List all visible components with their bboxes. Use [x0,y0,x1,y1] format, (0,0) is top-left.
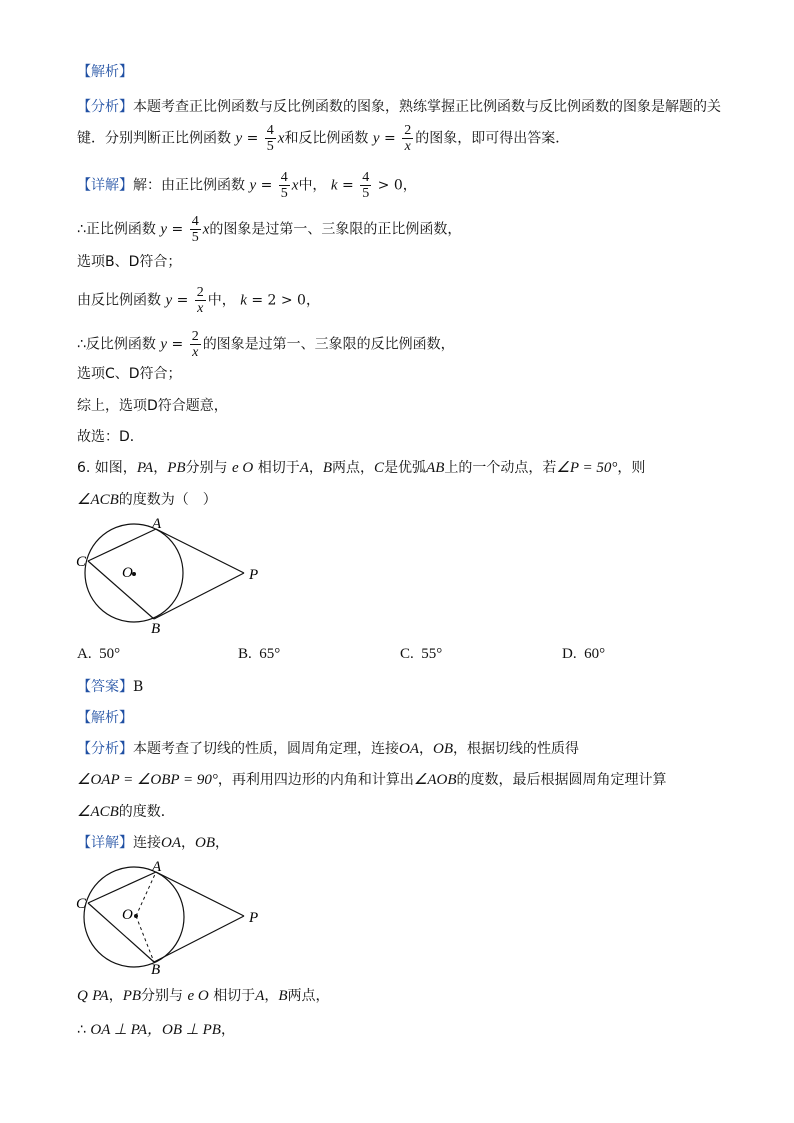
xiangjie-2-line: 【详解】连接OA，OB， [77,835,229,851]
fenxi-2-line-3: ∠ACB的度数． [77,804,175,820]
center-dot [134,914,138,918]
tangent-pb [154,916,244,962]
fraction-4-5: $\frac{4}{5}$ [362,170,370,201]
figure-2-circle-tangents-radii [72,858,272,978]
label-c: C [76,896,87,912]
label-o: O [122,907,133,923]
label-b: B [151,621,161,636]
line-cb [88,561,154,619]
radius-oa-dashed [136,872,156,916]
tangent-pb [154,573,244,619]
fraction-4-5: $\frac{4}{5}$ [266,123,274,154]
label-b: B [151,962,161,978]
line-10: 故选：D． [77,429,144,445]
because-line: Q PA，PB分别与 e O 相切于A，B两点， [77,988,330,1004]
line-cb [88,903,154,962]
line-4: ∴正比例函数 y = $\frac{4}{5}$ x的图象是过第一、三象限的正比例函数， [77,214,462,245]
fraction-2-x: $\frac{2}{x}$ [191,329,199,360]
label-o: O [122,565,133,581]
line-9: 综上，选项D符合题意， [77,398,228,414]
label-c: C [76,554,87,570]
line-5: 选项B、D符合； [77,254,182,270]
jiexi-heading-2: 【解析】 [77,710,133,726]
tangent-pa [156,529,244,573]
radius-ob-dashed [136,916,154,962]
option-b[interactable]: B. 65° [238,646,281,662]
option-c[interactable]: C. 55° [400,646,443,662]
fraction-4-5: $\frac{4}{5}$ [191,214,199,245]
label-p: P [249,910,259,926]
fenxi-2-line-2: ∠OAP = ∠OBP = 90°，再利用四边形的内角和计算出∠AOB的度数，最后根据圆周角定理计算 [77,772,667,788]
line-ca [88,872,156,903]
line-8: 选项C、D符合； [77,366,182,382]
label-a: A [152,516,162,532]
fenxi-1-line-1: 【分析】本题考查正比例函数与反比例函数的图象，熟练掌握正比例函数与反比例函数的图象是解题的关 [77,99,721,115]
fraction-4-5: $\frac{4}{5}$ [280,170,288,201]
fenxi-2-line-1: 【分析】本题考查了切线的性质，圆周角定理，连接OA，OB，根据切线的性质得 [77,741,579,757]
fraction-2-x: $\frac{2}{x}$ [404,123,412,154]
tangent-pa [156,872,244,916]
question-6-line-2: ∠ACB的度数为（ ） [77,492,217,508]
figure-1-circle-tangents [72,516,272,636]
fraction-2-x: $\frac{2}{x}$ [196,285,204,316]
line-ca [88,529,156,561]
answer-line: 【答案】B [77,679,144,695]
label-a: A [152,859,162,875]
label-p: P [249,567,259,583]
therefore-line: ∴ OA ⊥ PA，OB ⊥ PB， [77,1022,235,1038]
jiexi-heading-1: 【解析】 [77,64,133,80]
option-d[interactable]: D. 60° [562,646,606,662]
option-a[interactable]: A. 50° [77,646,121,662]
xiangjie-1-line: 【详解】解：由正比例函数 y = $\frac{4}{5}$ x中， k = $\frac{4}{5}$ > 0， [77,170,417,201]
question-6-line-1: 6. 如图，PA，PB分别与 e O 相切于A，B两点，C是优弧AB上的一个动点，若∠P = 50°，则 [77,460,646,476]
line-7: ∴反比例函数 y = $\frac{2}{x}$ 的图象是过第一、三象限的反比例函数， [77,329,455,360]
fenxi-1-line-2: 键．分别判断正比例函数 y = $\frac{4}{5}$ x和反比例函数 y = $\frac{2}{x}$ 的图象，即可得出答案． [77,123,570,154]
line-6: 由反比例函数 y = $\frac{2}{x}$ 中， k = 2 > 0， [77,285,320,316]
